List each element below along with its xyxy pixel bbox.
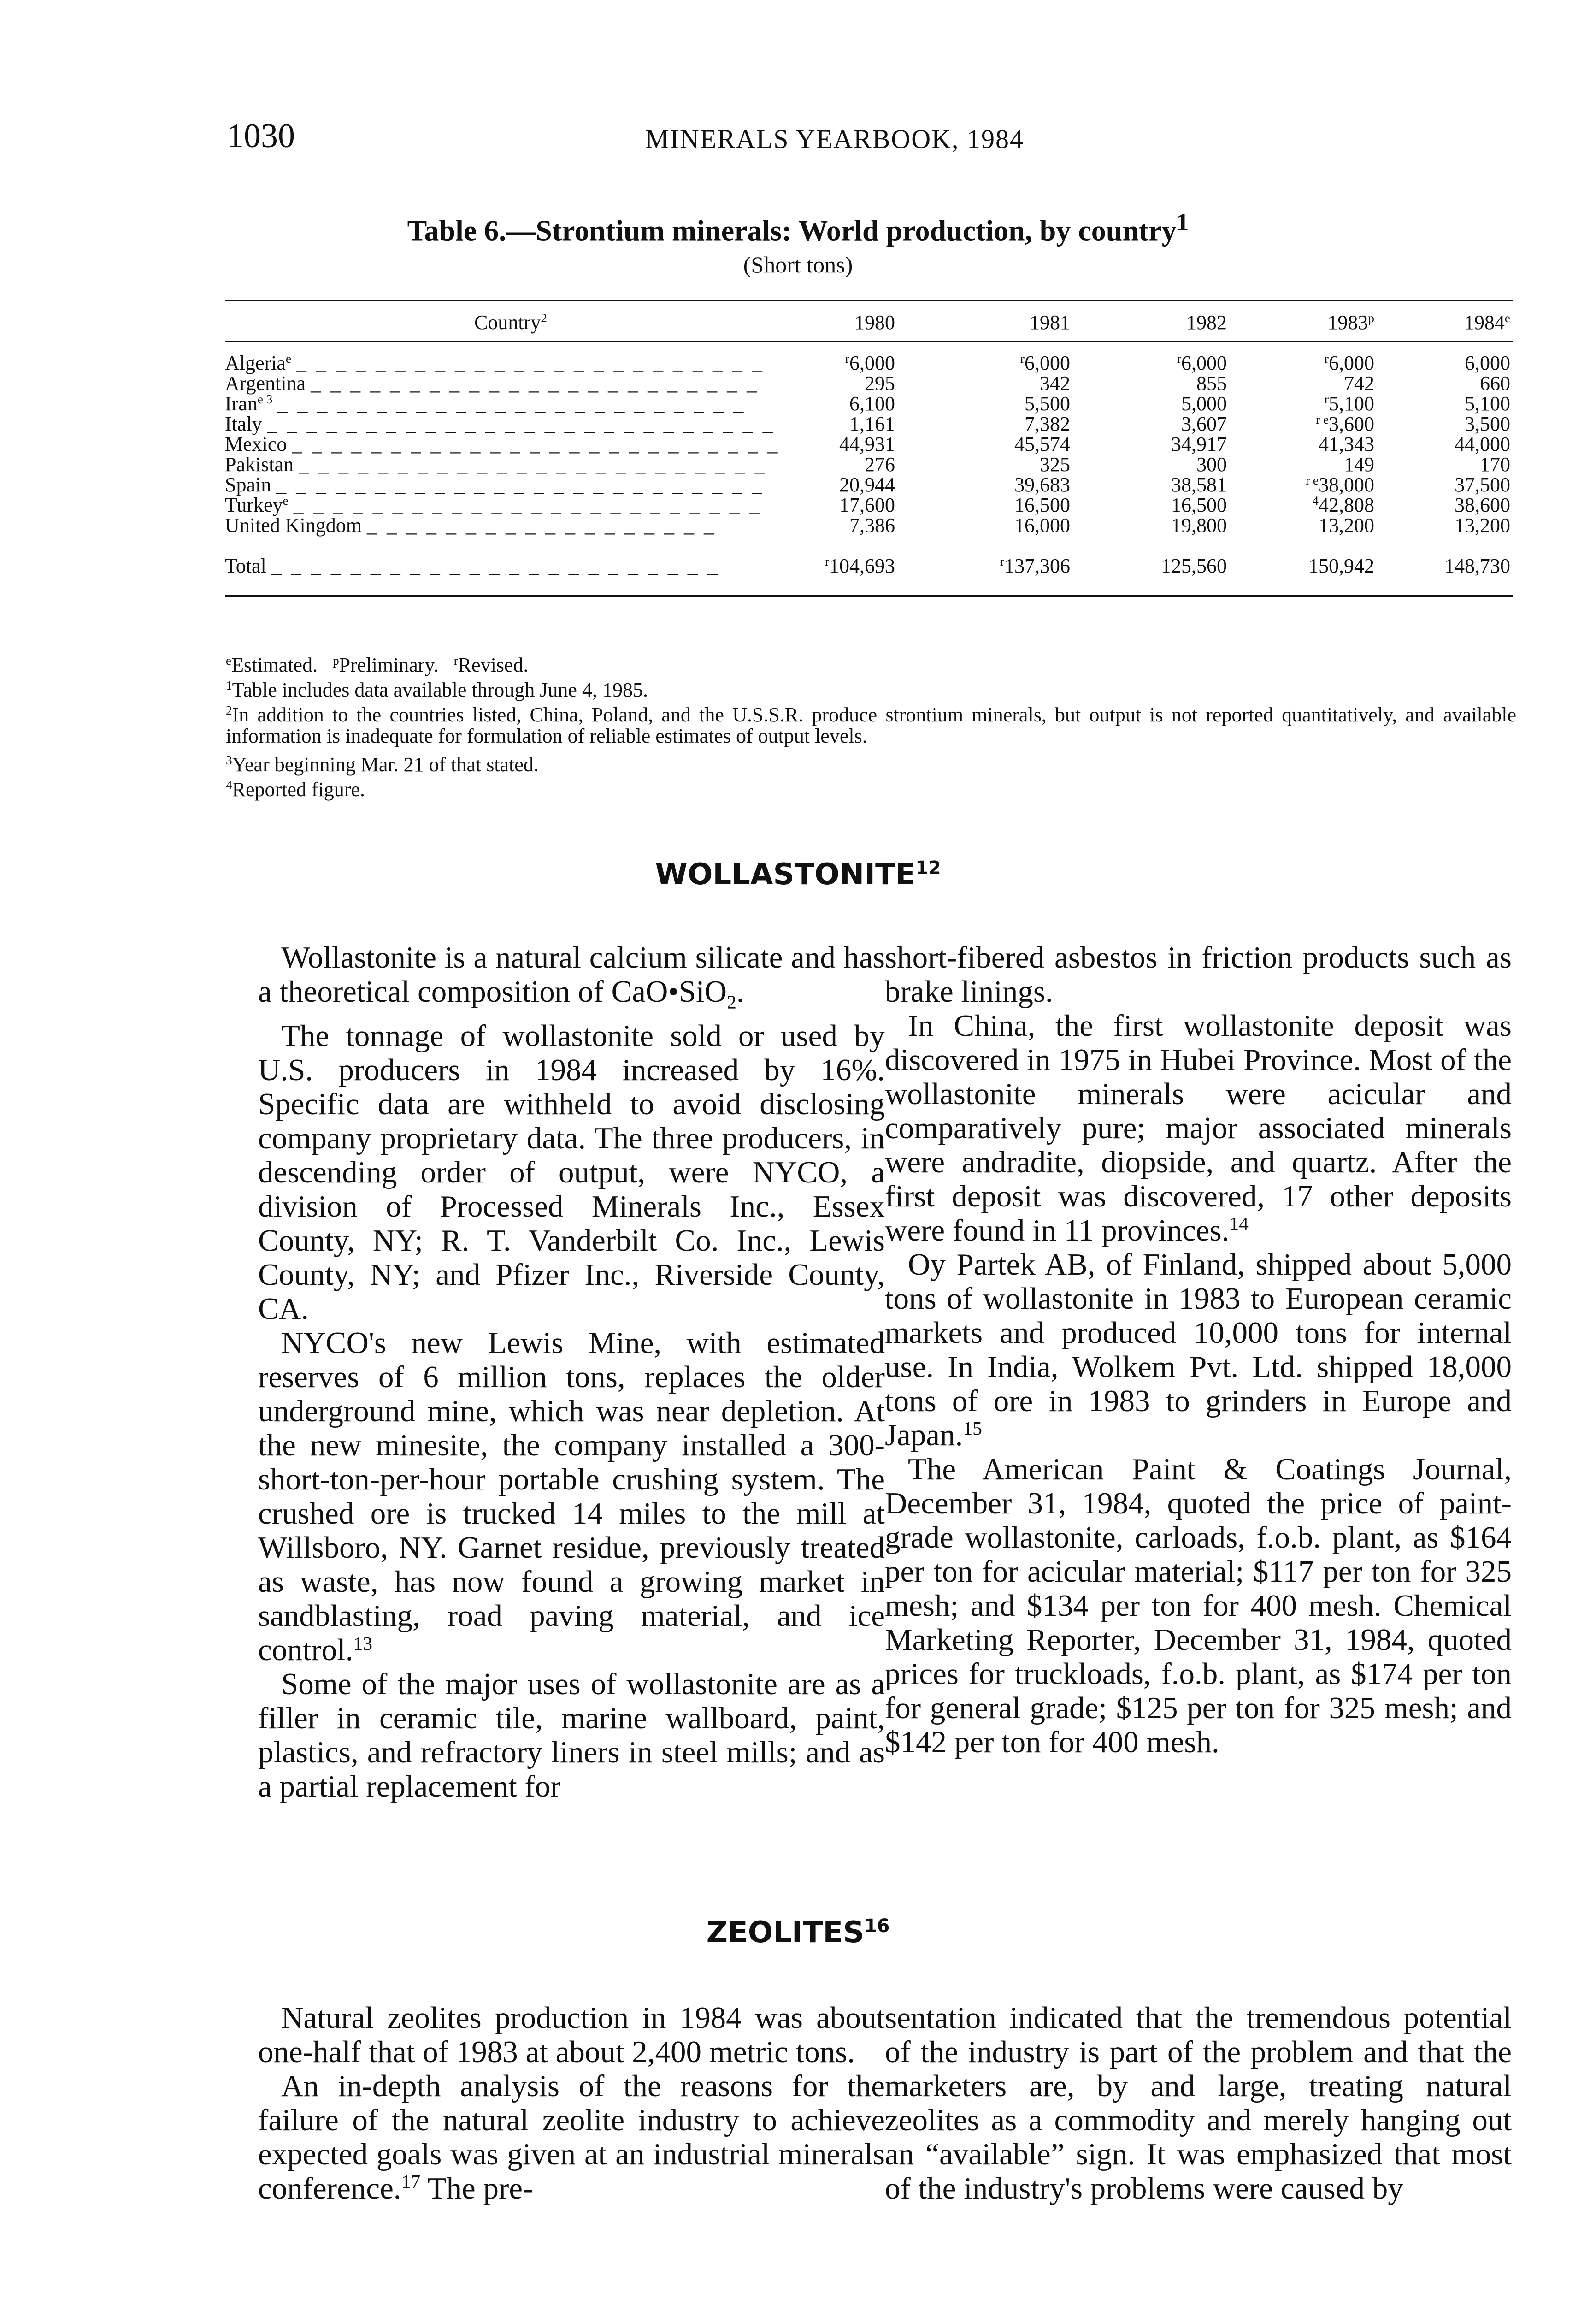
value-cell — [796, 495, 898, 515]
paragraph-end: . — [736, 975, 744, 1009]
value-cell — [898, 554, 1073, 596]
value-cell — [796, 373, 898, 394]
value: 37,500 — [1455, 473, 1510, 496]
value: 16,000 — [1014, 514, 1070, 537]
country-cell — [225, 414, 796, 434]
country-name: Iran — [225, 392, 258, 415]
paragraph — [258, 1667, 885, 1803]
value-cell — [1073, 373, 1230, 394]
col-header-year: 1982 — [1073, 301, 1230, 342]
value-cell — [1073, 353, 1230, 373]
section-heading-wollastonite: WOLLASTONITE$^{12}$ — [655, 857, 941, 892]
value: 5,100 — [1465, 392, 1510, 415]
value-cell — [898, 353, 1073, 373]
value-cell — [1230, 373, 1377, 394]
table-header-row — [225, 301, 1513, 342]
dot-leader: _ _ _ _ _ _ _ _ _ _ _ _ _ _ _ _ _ _ _ _ _ _ _ _ — [299, 453, 767, 476]
value-cell — [1377, 434, 1513, 455]
table-title — [0, 207, 1596, 248]
zeolites-column-1 — [258, 2001, 885, 2205]
country-name: Italy — [225, 413, 262, 435]
value-cell — [1377, 414, 1513, 434]
paragraph-text: The tonnage of wollastonite sold or used by U.S. producers in 1984 increased by 16%. Specific data are withheld to avoid disclosing company proprietary data. The three producers, in descending order of output, were NYCO, a division of Processed Minerals Inc., Essex County, NY; R. T. Vanderbilt Co. Inc., Lewis County, NY; and Pfizer Inc., Riverside County, CA. — [258, 1019, 885, 1326]
col-header-year: 1983$^p$ — [1230, 301, 1377, 342]
value-cell — [898, 414, 1073, 434]
total-row — [225, 554, 1513, 596]
value-note: r — [1324, 392, 1329, 406]
value-cell — [1073, 394, 1230, 414]
value: 6,000 — [849, 352, 895, 374]
value-cell — [1230, 353, 1377, 373]
table-spacer — [225, 536, 1513, 554]
value: 3,600 — [1329, 413, 1374, 435]
value-cell — [1073, 434, 1230, 455]
country-cell — [225, 495, 796, 515]
country-name: Turkey — [225, 494, 283, 516]
footnote-2: $^2$In addition to the countries listed, China, Poland, and the U.S.S.R. produce strontium minerals, but output is not reported quantitatively, and available information is inadequate for formulation of reliable estimates of output levels. — [226, 703, 1516, 747]
table-units: (Short tons) — [743, 252, 853, 278]
value-cell — [796, 353, 898, 373]
value: 34,917 — [1171, 433, 1227, 455]
value-cell — [796, 414, 898, 434]
value: 13,200 — [1455, 514, 1510, 537]
country-cell — [225, 455, 796, 475]
wollastonite-column-1 — [258, 940, 885, 1803]
table-row — [225, 414, 1513, 434]
paragraph-text: short-fibered asbestos in friction products such as brake linings. — [885, 940, 1512, 1009]
value-cell — [796, 455, 898, 475]
value: 104,693 — [829, 555, 895, 577]
country-name: Spain — [225, 473, 271, 496]
dot-leader: _ _ _ _ _ _ _ _ _ _ _ _ _ _ _ _ _ _ _ _ _ _ _ _ _ — [292, 433, 780, 455]
paragraph-text: NYCO's new Lewis Mine, with estimated reserves of 6 million tons, replaces the older underground mine, which was near depletion. At the new minesite, the company installed a 300-short-ton-per-hour portable crushing system. The crushed ore is trucked 14 miles to the mill at Willsboro, NY. Garnet residue, previously treated as waste, has now found a growing market in sandblasting, road paving material, and ice control. — [258, 1326, 885, 1667]
country-cell — [225, 475, 796, 495]
dot-leader: _ _ _ _ _ _ _ _ _ _ _ _ _ _ _ _ _ _ _ _ _ _ _ — [271, 555, 720, 577]
value: 6,100 — [849, 392, 895, 415]
value-cell — [1230, 515, 1377, 536]
value-note: r — [1000, 555, 1004, 568]
table-row — [225, 434, 1513, 455]
paragraph-text: An in-depth analysis of the reasons for the failure of the natural zeolite industry to achieve expected goals was given at an industrial minerals conference. — [258, 2069, 885, 2205]
footnote-ref: 17 — [401, 2171, 421, 2193]
footnote-ref: 15 — [963, 1418, 982, 1439]
value: 42,808 — [1319, 494, 1374, 516]
value: 137,306 — [1004, 555, 1070, 577]
value-cell — [898, 373, 1073, 394]
dot-leader: _ _ _ _ _ _ _ _ _ _ _ _ _ _ _ _ _ _ _ _ _ _ _ _ — [293, 494, 762, 516]
dot-leader: _ _ _ _ _ _ _ _ _ _ _ _ _ _ _ _ _ _ _ _ _ _ _ — [311, 372, 760, 395]
value-note: 4 — [1312, 494, 1319, 508]
value: 44,931 — [839, 433, 895, 455]
value: 17,600 — [839, 494, 895, 516]
country-cell — [225, 434, 796, 455]
value-note: r — [825, 555, 829, 568]
col-header-country-ref: 2 — [541, 311, 547, 325]
value-cell — [1230, 414, 1377, 434]
value-cell — [898, 394, 1073, 414]
value: 276 — [865, 453, 895, 476]
value: 300 — [1196, 453, 1227, 476]
country-cell — [225, 353, 796, 373]
footnote-ref: 14 — [1229, 1213, 1249, 1235]
col-header-year: 1980 — [796, 301, 898, 342]
dot-leader: _ _ _ _ _ _ _ _ _ _ _ _ _ _ _ _ _ _ _ _ _ _ _ _ — [277, 392, 746, 415]
value: 5,100 — [1329, 392, 1374, 415]
subscript: 2 — [727, 991, 736, 1013]
page-number: 1030 — [227, 117, 295, 155]
value-cell — [1230, 475, 1377, 495]
value: 6,000 — [1181, 352, 1227, 374]
value-cell — [1073, 495, 1230, 515]
country-name: Algeria — [225, 352, 286, 374]
table-title-ref: 1 — [1176, 208, 1189, 236]
value-cell — [796, 394, 898, 414]
value: 149 — [1344, 453, 1374, 476]
table-row — [225, 353, 1513, 373]
value-note: r e — [1316, 413, 1329, 426]
value-cell — [1377, 394, 1513, 414]
country-name: Total — [225, 555, 266, 577]
value: 16,500 — [1171, 494, 1227, 516]
table-body — [225, 342, 1513, 596]
dot-leader: _ _ _ _ _ _ _ _ _ _ _ _ _ _ _ _ _ _ — [366, 514, 716, 537]
country-note: e — [283, 494, 289, 508]
value-cell — [796, 554, 898, 596]
value-cell — [1230, 455, 1377, 475]
value-cell — [796, 475, 898, 495]
table-title-text: Table 6.—Strontium minerals: World production, by country — [407, 214, 1177, 247]
country-name: United Kingdom — [225, 514, 362, 537]
paragraph — [258, 2069, 885, 2205]
value: 295 — [865, 372, 895, 395]
value-cell — [1073, 455, 1230, 475]
paragraph-text: Wollastonite is a natural calcium silicate and has a theoretical composition of CaO•SiO — [258, 940, 885, 1009]
country-cell — [225, 554, 796, 596]
value: 660 — [1480, 372, 1510, 395]
dot-leader: _ _ _ _ _ _ _ _ _ _ _ _ _ _ _ _ _ _ _ _ _ _ _ _ — [296, 352, 765, 374]
value-note: r — [1324, 352, 1329, 366]
value-cell — [1073, 475, 1230, 495]
value-cell — [898, 515, 1073, 536]
value: 5,500 — [1025, 392, 1070, 415]
paragraph — [885, 2001, 1512, 2205]
value: 170 — [1480, 453, 1510, 476]
table-row — [225, 495, 1513, 515]
paragraph-text: The American Paint & Coatings Journal, December 31, 1984, quoted the price of paint-grade wollastonite, carloads, f.o.b. plant, as $164 per ton for acicular material; $117 per ton for 325 mesh; and $134 per ton for 400 mesh. Chemical Marketing Reporter, December 31, 1984, quoted prices for truckloads, f.o.b. plant, as $174 per ton for general grade; $125 per ton for 325 mesh; and $142 per ton for 400 mesh. — [885, 1452, 1512, 1759]
value: 41,343 — [1319, 433, 1374, 455]
table-row — [225, 373, 1513, 394]
value: 342 — [1040, 372, 1070, 395]
value: 6,000 — [1329, 352, 1374, 374]
paragraph — [258, 2001, 885, 2069]
paragraph — [258, 1326, 885, 1667]
value-cell — [1377, 515, 1513, 536]
value-note: r — [845, 352, 849, 366]
country-name: Mexico — [225, 433, 287, 455]
col-header-country-label: Country — [474, 311, 541, 334]
value: 1,161 — [849, 413, 895, 435]
value: 125,560 — [1161, 555, 1227, 577]
country-note: e — [285, 352, 292, 366]
paragraph-text: In China, the first wollastonite deposit was discovered in 1975 in Hubei Province. Most of the wollastonite minerals were acicular and comparatively pure; major associated minerals were andradite, diopside, and quartz. After the first deposit was discovered, 17 other deposits were found in 11 provinces. — [885, 1009, 1512, 1247]
value: 13,200 — [1319, 514, 1374, 537]
paragraph — [258, 940, 885, 1019]
dot-leader: _ _ _ _ _ _ _ _ _ _ _ _ _ _ _ _ _ _ _ _ _ _ _ _ _ — [276, 473, 765, 496]
value: 45,574 — [1014, 433, 1070, 455]
country-name: Argentina — [225, 372, 306, 395]
value-cell — [1377, 475, 1513, 495]
value: 44,000 — [1455, 433, 1510, 455]
value-cell — [1230, 495, 1377, 515]
paragraph-text: Natural zeolites production in 1984 was about one-half that of 1983 at about 2,400 metric tons. — [258, 2001, 885, 2069]
country-cell — [225, 515, 796, 536]
value: 7,382 — [1025, 413, 1070, 435]
value-cell — [1377, 455, 1513, 475]
value-cell — [1230, 394, 1377, 414]
paragraph — [258, 1019, 885, 1326]
value-cell — [1073, 515, 1230, 536]
value-cell — [796, 515, 898, 536]
country-note: e 3 — [257, 392, 273, 406]
value: 325 — [1040, 453, 1070, 476]
table-row — [225, 394, 1513, 414]
value: 19,800 — [1171, 514, 1227, 537]
zeolites-column-2 — [885, 2001, 1512, 2205]
value: 20,944 — [839, 473, 895, 496]
section-heading-zeolites: ZEOLITES$^{16}$ — [706, 1915, 890, 1950]
paragraph — [885, 940, 1512, 1009]
country-cell — [225, 394, 796, 414]
paragraph — [885, 1247, 1512, 1452]
value: 742 — [1344, 372, 1374, 395]
production-table — [225, 300, 1513, 597]
value-cell — [1377, 554, 1513, 596]
value: 148,730 — [1444, 555, 1510, 577]
table-row — [225, 475, 1513, 495]
footnote-legend: $^e$Estimated. $^p$Preliminary. $^r$Revised. — [226, 654, 529, 676]
running-head: MINERALS YEARBOOK, 1984 — [645, 124, 1025, 154]
col-header-year: 1981 — [898, 301, 1073, 342]
value: 3,607 — [1181, 413, 1227, 435]
table-row — [225, 515, 1513, 536]
value: 38,000 — [1319, 473, 1374, 496]
value-cell — [1377, 353, 1513, 373]
paragraph-text: Some of the major uses of wollastonite are as a filler in ceramic tile, marine wallboard, paint, plastics, and refractory liners in steel mills; and as a partial replacement for — [258, 1667, 885, 1804]
value-cell — [1073, 554, 1230, 596]
value-note: r — [1177, 352, 1181, 366]
value: 855 — [1196, 372, 1227, 395]
paragraph — [885, 1452, 1512, 1759]
country-cell — [225, 373, 796, 394]
paragraph-text: sentation indicated that the tremendous potential of the industry is part of the problem and that the marketers are, by and large, treating natural zeolites as a commodity and merely hanging out an “available” sign. It was emphasized that most of the industry's problems were caused by — [885, 2001, 1512, 2205]
value-cell — [1377, 373, 1513, 394]
value-cell — [1230, 434, 1377, 455]
footnote-1: $^1$Table includes data available through June 4, 1985. — [226, 679, 648, 701]
country-name: Pakistan — [225, 453, 294, 476]
value: 6,000 — [1025, 352, 1070, 374]
value-cell — [898, 434, 1073, 455]
spacer-cell — [225, 536, 796, 554]
value: 7,386 — [849, 514, 895, 537]
footnote-ref: 13 — [353, 1632, 373, 1654]
paragraph-tail: The pre- — [420, 2171, 533, 2205]
value-cell — [898, 455, 1073, 475]
value: 16,500 — [1014, 494, 1070, 516]
value: 150,942 — [1308, 555, 1374, 577]
col-header-year: 1984e — [1377, 301, 1513, 342]
wollastonite-column-2 — [885, 940, 1512, 1759]
paragraph-text: Oy Partek AB, of Finland, shipped about 5,000 tons of wollastonite in 1983 to European ceramic markets and produced 10,000 tons for internal use. In India, Wolkem Pvt. Ltd. shipped 18,000 tons of ore in 1983 to grinders in Europe and Japan. — [885, 1247, 1512, 1452]
value-note: r e — [1306, 473, 1319, 487]
value-cell — [898, 475, 1073, 495]
value: 39,683 — [1014, 473, 1070, 496]
dot-leader: _ _ _ _ _ _ _ _ _ _ _ _ _ _ _ _ _ _ _ _ _ _ _ _ _ _ — [267, 413, 775, 435]
value: 38,581 — [1171, 473, 1227, 496]
value-cell — [1230, 554, 1377, 596]
value-cell — [796, 434, 898, 455]
value-cell — [898, 495, 1073, 515]
value-cell — [1073, 414, 1230, 434]
col-header-country — [225, 301, 796, 342]
footnote-4: $^4$Reported figure. — [226, 778, 365, 801]
value: 5,000 — [1181, 392, 1227, 415]
paragraph — [885, 1009, 1512, 1247]
value: 3,500 — [1465, 413, 1510, 435]
value-cell — [1377, 495, 1513, 515]
footnote-3: $^3$Year beginning Mar. 21 of that stated. — [226, 753, 539, 776]
value: 6,000 — [1465, 352, 1510, 374]
value-note: r — [1020, 352, 1025, 366]
table-row — [225, 455, 1513, 475]
value: 38,600 — [1455, 494, 1510, 516]
